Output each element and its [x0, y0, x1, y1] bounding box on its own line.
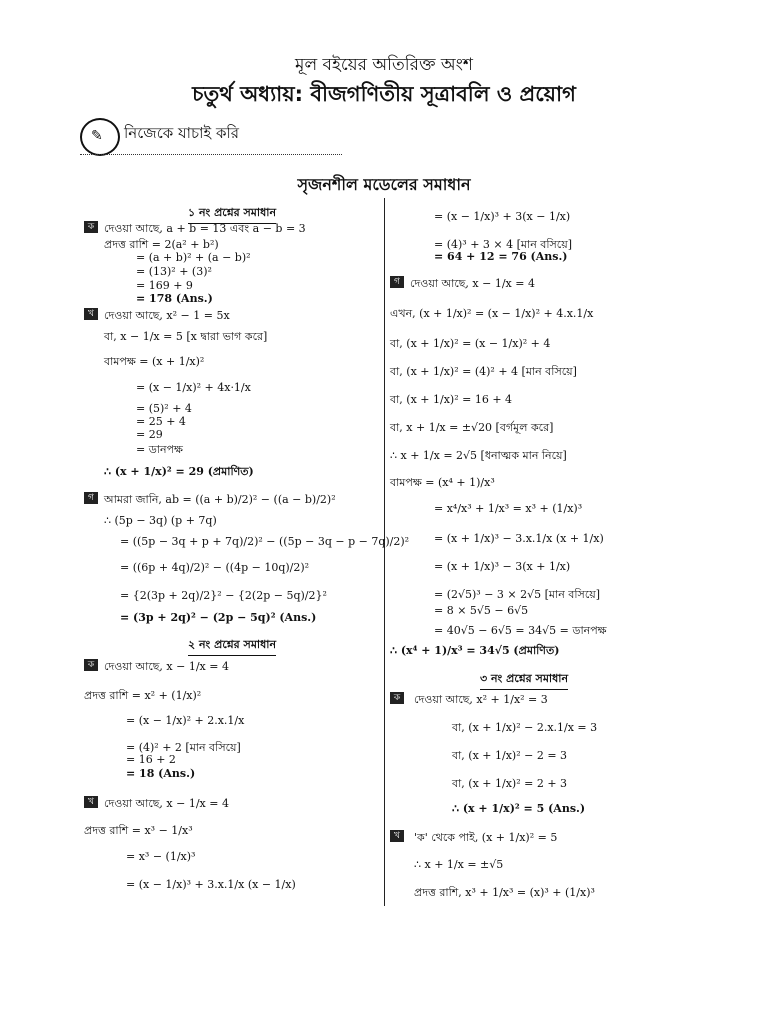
text-line: = ((6p + 4q)/2)² − ((4p − 10q)/2)² — [120, 561, 310, 574]
text-line: বা, (x + 1/x)² − 2.x.1/x = 3 — [452, 721, 598, 734]
text-line: = 8 × 5√5 − 6√5 — [434, 604, 529, 617]
column-divider — [384, 198, 385, 906]
text-line: ∴ (5p − 3q) (p + 7q) — [104, 514, 217, 527]
text-line: প্রদত্ত রাশি, x³ + 1/x³ = (x)³ + (1/x)³ — [414, 886, 595, 899]
section-heading: সৃজনশীল মডেলের সমাধান — [297, 175, 471, 194]
text-line: = 64 + 12 = 76 (Ans.) — [434, 250, 568, 263]
text-line: = ডানপক্ষ — [136, 443, 183, 456]
text-line: = (x − 1/x)³ + 3(x − 1/x) — [434, 210, 571, 223]
text-line: = (x + 1/x)³ − 3.x.1/x (x + 1/x) — [434, 532, 604, 545]
text-line: বা, x + 1/x = ±√20 [বর্গমূল করে] — [390, 421, 554, 434]
text-line: প্রদত্ত রাশি = 2(a² + b²) — [104, 238, 219, 251]
text-line: বা, (x + 1/x)² = 2 + 3 — [452, 777, 568, 790]
q3-heading: ৩ নং প্রশ্নের সমাধান — [480, 670, 568, 690]
text-line: = 25 + 4 — [136, 415, 186, 428]
text-line: = (x + 1/x)³ − 3(x + 1/x) — [434, 560, 571, 573]
text-line: = 40√5 − 6√5 = 34√5 = ডানপক্ষ — [434, 624, 607, 637]
text-line: = x⁴/x³ + 1/x³ = x³ + (1/x)³ — [434, 502, 583, 515]
text-line: এখন, (x + 1/x)² = (x − 1/x)² + 4.x.1/x — [390, 307, 594, 320]
badge-ga: গ — [84, 492, 98, 504]
self-check-logo-icon: ✎ — [80, 118, 120, 156]
badge-kha: খ — [390, 830, 404, 842]
text-line: 'ক' থেকে পাই, (x + 1/x)² = 5 — [414, 831, 558, 844]
text-line: বা, (x + 1/x)² = 16 + 4 — [390, 393, 513, 406]
badge-ka: ক — [390, 692, 404, 704]
text-line: ∴ (x + 1/x)² = 5 (Ans.) — [452, 802, 586, 815]
text-line: = ((5p − 3q + p + 7q)/2)² − ((5p − 3q − p − 7q)/2)² — [120, 535, 410, 548]
badge-kha: খ — [84, 308, 98, 320]
text-line: ∴ (x + 1/x)² = 29 (প্রমাণিত) — [104, 465, 254, 478]
text-line: দেওয়া আছে, x − 1/x = 4 — [410, 277, 535, 290]
text-line: = (4)³ + 3 × 4 [মান বসিয়ে] — [434, 238, 572, 251]
text-line: দেওয়া আছে, a + b = 13 এবং a − b = 3 — [104, 222, 306, 235]
text-line: আমরা জানি, ab = ((a + b)/2)² − ((a − b)/2)² — [104, 493, 336, 506]
book-extra-title: মূল বইয়ের অতিরিক্ত অংশ — [295, 55, 473, 75]
text-line: বা, (x + 1/x)² = (4)² + 4 [মান বসিয়ে] — [390, 365, 577, 378]
self-check-heading: নিজেকে যাচাই করি — [124, 124, 240, 142]
q1-heading: ১ নং প্রশ্নের সমাধান — [188, 204, 276, 224]
text-line: = (a + b)² + (a − b)² — [136, 251, 251, 264]
text-line: বা, (x + 1/x)² − 2 = 3 — [452, 749, 568, 762]
text-line: দেওয়া আছে, x² + 1/x² = 3 — [414, 693, 548, 706]
text-line: = (x − 1/x)³ + 3.x.1/x (x − 1/x) — [126, 878, 296, 891]
text-line: ∴ (x⁴ + 1)/x³ = 34√5 (প্রমাণিত) — [390, 644, 560, 657]
text-line: = (x − 1/x)² + 4x·1/x — [136, 381, 251, 394]
badge-ga: গ — [390, 276, 404, 288]
badge-ka: ক — [84, 221, 98, 233]
text-line: দেওয়া আছে, x − 1/x = 4 — [104, 797, 229, 810]
text-line: = (5)² + 4 — [136, 402, 192, 415]
text-line: = (x − 1/x)² + 2.x.1/x — [126, 714, 245, 727]
text-line: = (13)² + (3)² — [136, 265, 212, 278]
text-line: = 18 (Ans.) — [126, 767, 196, 780]
text-line: বা, (x + 1/x)² = (x − 1/x)² + 4 — [390, 337, 551, 350]
chapter-title: চতুর্থ অধ্যায়: বীজগণিতীয় সূত্রাবলি ও প্রয়োগ — [192, 82, 576, 106]
text-line: ∴ x + 1/x = ±√5 — [414, 858, 504, 871]
text-line: = 178 (Ans.) — [136, 292, 213, 305]
badge-ka: ক — [84, 659, 98, 671]
text-line: = 29 — [136, 428, 163, 441]
text-line: = 169 + 9 — [136, 279, 193, 292]
dotted-divider — [80, 154, 342, 155]
text-line: দেওয়া আছে, x − 1/x = 4 — [104, 660, 229, 673]
text-line: = 16 + 2 — [126, 753, 176, 766]
text-line: দেওয়া আছে, x² − 1 = 5x — [104, 309, 230, 322]
text-line: = x³ − (1/x)³ — [126, 850, 196, 863]
text-line: = (3p + 2q)² − (2p − 5q)² (Ans.) — [120, 611, 317, 624]
text-line: ∴ x + 1/x = 2√5 [ধনাত্মক মান নিয়ে] — [390, 449, 567, 462]
text-line: = {2(3p + 2q)/2}² − {2(2p − 5q)/2}² — [120, 589, 327, 602]
text-line: বামপক্ষ = (x⁴ + 1)/x³ — [390, 476, 495, 489]
text-line: = (2√5)³ − 3 × 2√5 [মান বসিয়ে] — [434, 588, 601, 601]
text-line: প্রদত্ত রাশি = x² + (1/x)² — [84, 689, 202, 702]
badge-kha: খ — [84, 796, 98, 808]
text-line: প্রদত্ত রাশি = x³ − 1/x³ — [84, 824, 193, 837]
q2-heading: ২ নং প্রশ্নের সমাধান — [188, 636, 276, 656]
text-line: বামপক্ষ = (x + 1/x)² — [104, 355, 205, 368]
text-line: বা, x − 1/x = 5 [x দ্বারা ভাগ করে] — [104, 330, 268, 343]
text-line: = (4)² + 2 [মান বসিয়ে] — [126, 741, 241, 754]
